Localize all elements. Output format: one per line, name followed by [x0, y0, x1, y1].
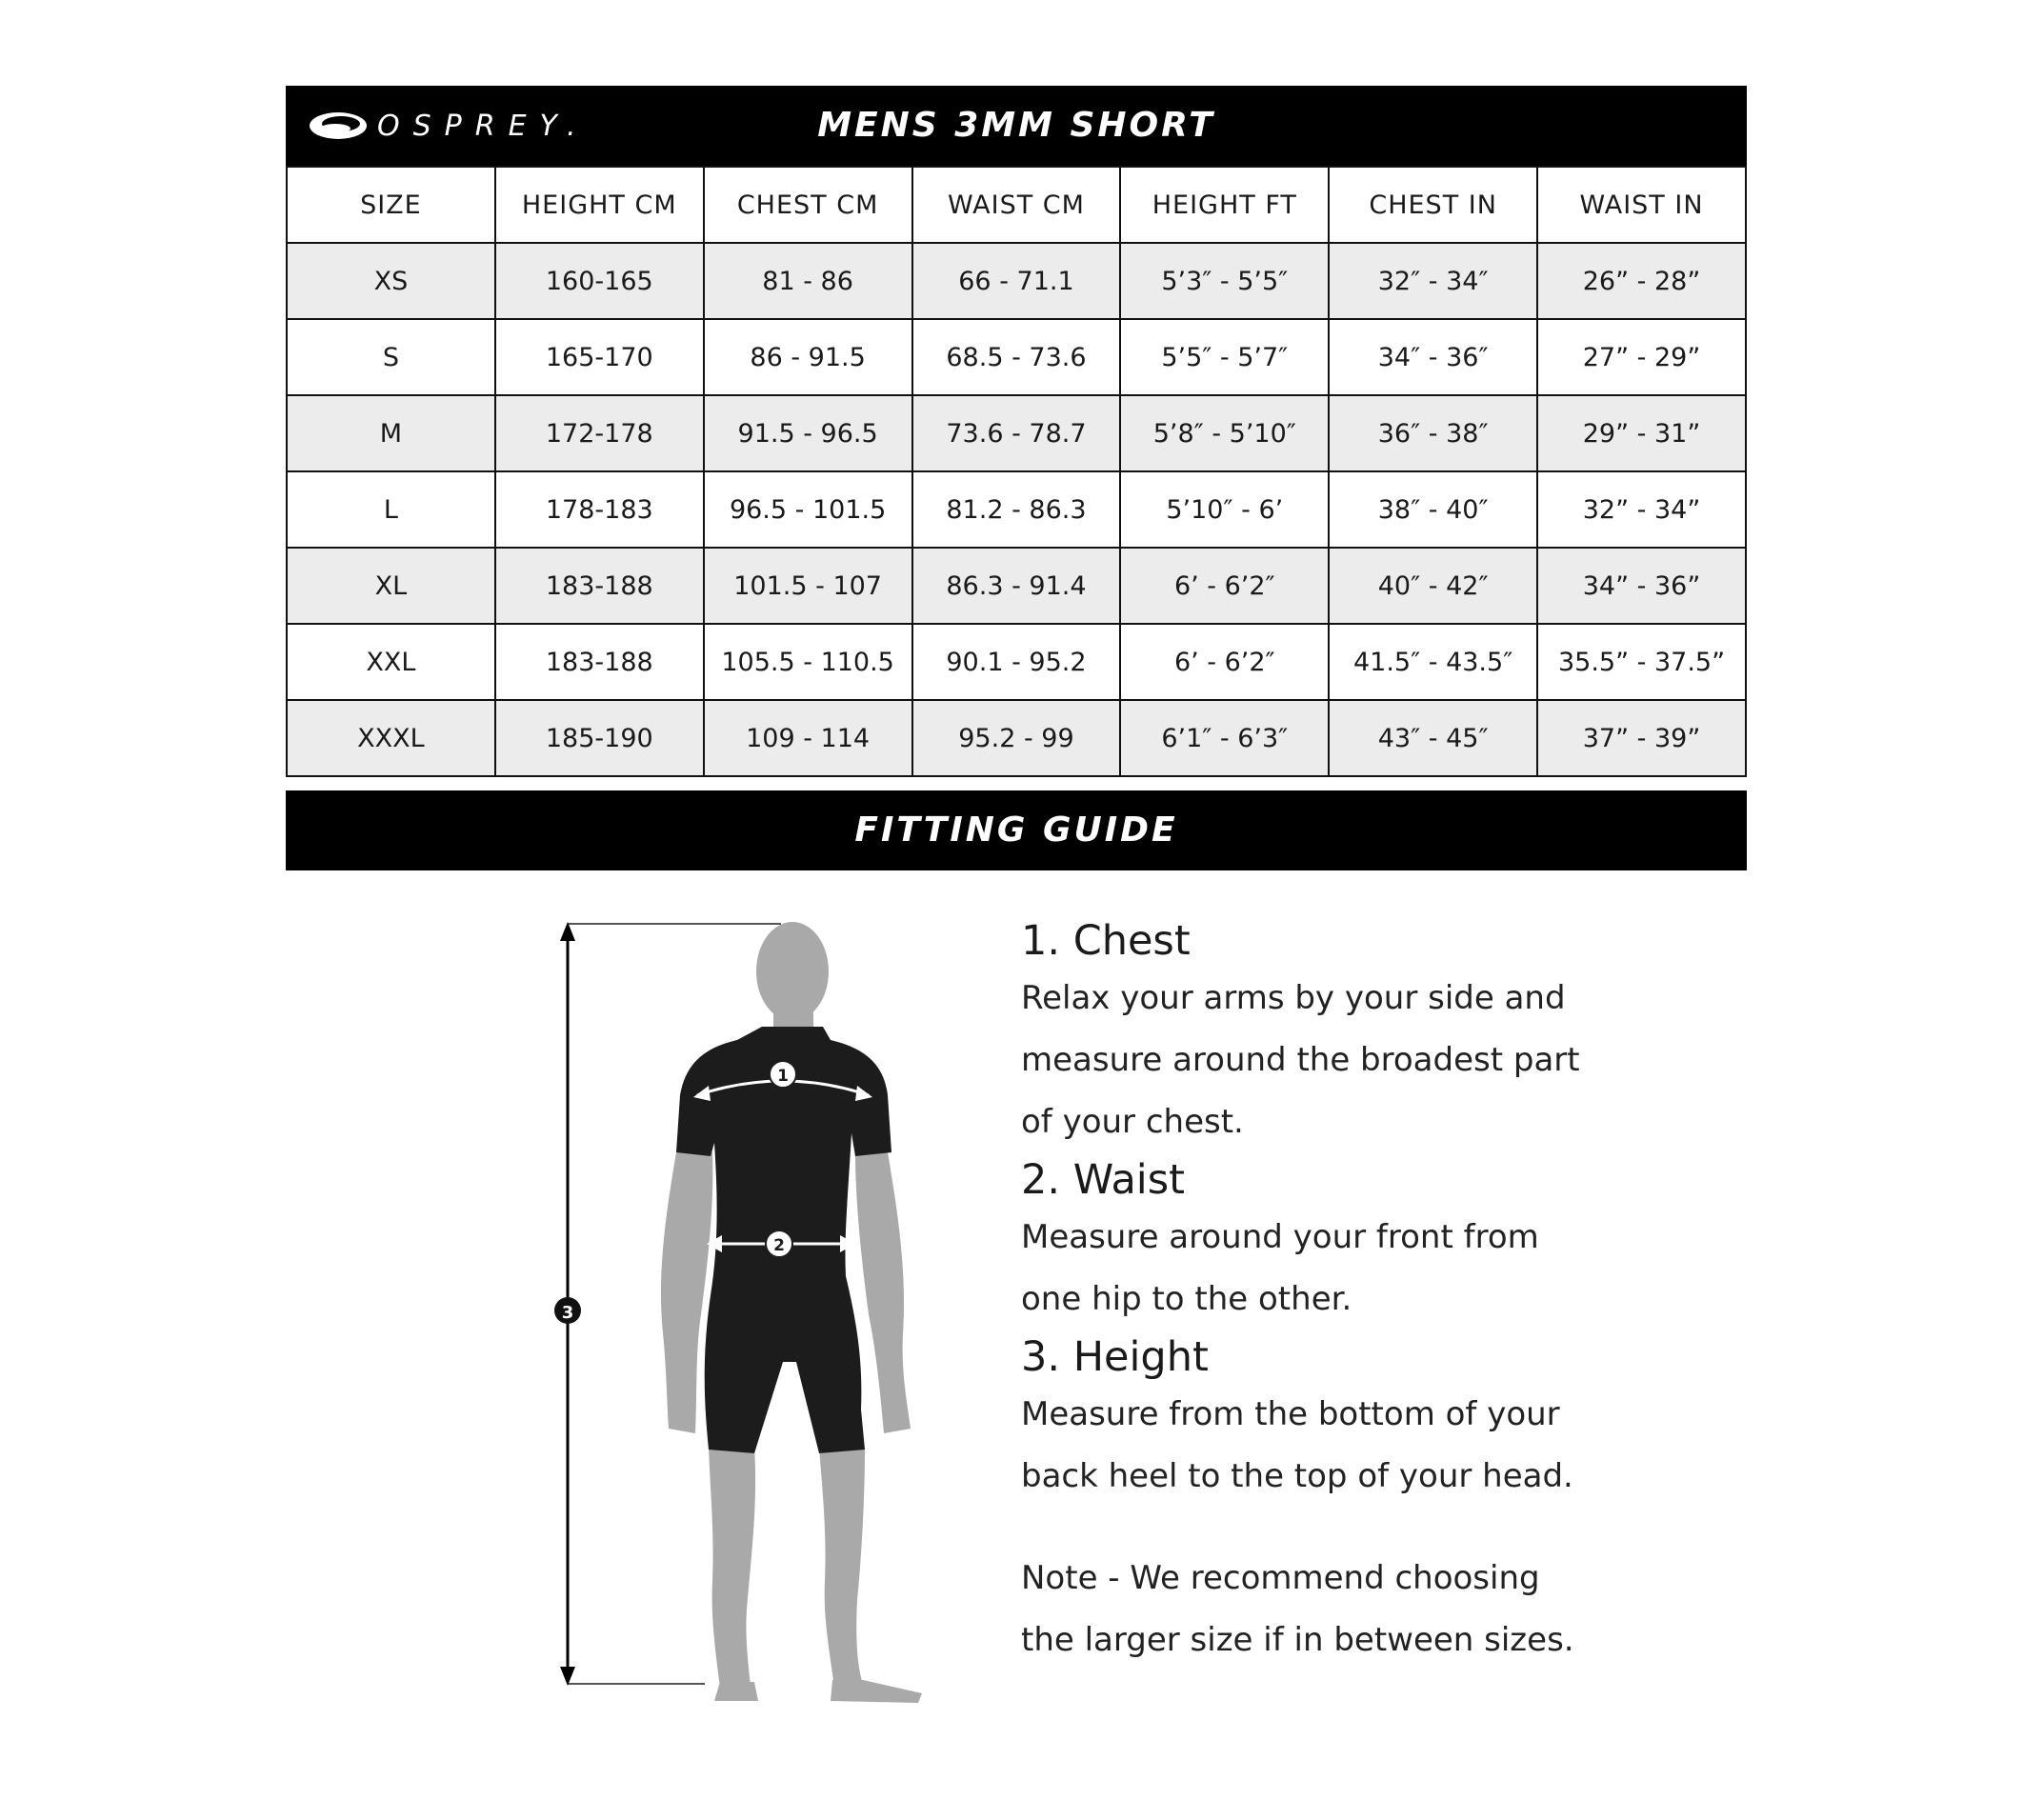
table-cell: 185-190 [495, 700, 704, 776]
right-leg [709, 1448, 755, 1688]
table-row [287, 548, 1746, 624]
column-header: WAIST IN [1537, 167, 1746, 243]
table-cell: 172-178 [495, 395, 704, 471]
table-cell: 90.1 - 95.2 [912, 624, 1121, 700]
waist-arrow-right-icon [840, 1235, 855, 1252]
table-cell: 66 - 71.1 [912, 243, 1121, 319]
table-cell: 95.2 - 99 [912, 700, 1121, 776]
table-cell: 109 - 114 [704, 700, 912, 776]
svg-text:3: 3 [561, 1303, 574, 1323]
table-cell: 5’3″ - 5’5″ [1120, 243, 1329, 319]
column-header: CHEST CM [704, 167, 912, 243]
marker-1 [770, 1061, 796, 1088]
height-line: back heel to the top of your head. [1021, 1457, 1573, 1495]
body-measurement-figure [533, 914, 952, 1714]
table-header-row [287, 167, 1746, 243]
fitting-guide-bar [286, 790, 1747, 870]
table-row [287, 471, 1746, 548]
left-leg [819, 1448, 865, 1688]
size-cell: M [287, 395, 495, 471]
size-table [286, 166, 1747, 777]
table-cell: 91.5 - 96.5 [704, 395, 912, 471]
size-cell: L [287, 471, 495, 548]
table-cell: 26” - 28” [1537, 243, 1746, 319]
table-cell: 32” - 34” [1537, 471, 1746, 548]
right-foot [714, 1682, 758, 1701]
size-chart [286, 86, 1747, 777]
column-header: CHEST IN [1329, 167, 1537, 243]
table-cell: 5’8″ - 5’10″ [1120, 395, 1329, 471]
size-cell: XXXL [287, 700, 495, 776]
column-header: HEIGHT FT [1120, 167, 1329, 243]
table-cell: 40″ - 42″ [1329, 548, 1537, 624]
chart-header-bar [286, 86, 1747, 166]
fitting-instructions [1021, 914, 1688, 1671]
table-cell: 6’1″ - 6’3″ [1120, 700, 1329, 776]
fitting-guide-title: FITTING GUIDE [854, 810, 1178, 850]
chest-line: measure around the broadest part [1021, 1041, 1580, 1079]
table-cell: 5’10″ - 6’ [1120, 471, 1329, 548]
chart-title: MENS 3MM SHORT [817, 106, 1215, 145]
marker-3 [554, 1297, 581, 1324]
table-row [287, 243, 1746, 319]
height-line: Measure from the bottom of your [1021, 1395, 1560, 1433]
table-cell: 6’ - 6’2″ [1120, 548, 1329, 624]
column-header: HEIGHT CM [495, 167, 704, 243]
size-cell: XL [287, 548, 495, 624]
height-heading: 3. Height [1021, 1333, 1209, 1381]
table-cell: 183-188 [495, 548, 704, 624]
marker-2 [766, 1230, 792, 1257]
table-cell: 27” - 29” [1537, 319, 1746, 395]
left-arm [855, 1152, 911, 1433]
table-cell: 96.5 - 101.5 [704, 471, 912, 548]
table-cell: 29” - 31” [1537, 395, 1746, 471]
table-cell: 105.5 - 110.5 [704, 624, 912, 700]
column-header: SIZE [287, 167, 495, 243]
table-row [287, 319, 1746, 395]
table-cell: 43″ - 45″ [1329, 700, 1537, 776]
table-cell: 165-170 [495, 319, 704, 395]
table-cell: 101.5 - 107 [704, 548, 912, 624]
table-cell: 86 - 91.5 [704, 319, 912, 395]
table-cell: 68.5 - 73.6 [912, 319, 1121, 395]
table-cell: 5’5″ - 5’7″ [1120, 319, 1329, 395]
table-cell: 32″ - 34″ [1329, 243, 1537, 319]
chest-line: of your chest. [1021, 1103, 1244, 1141]
table-row [287, 395, 1746, 471]
note-line: the larger size if in between sizes. [1021, 1621, 1574, 1659]
waist-line: Measure around your front from [1021, 1218, 1539, 1256]
table-cell: 73.6 - 78.7 [912, 395, 1121, 471]
note-line: Note - We recommend choosing [1021, 1559, 1540, 1597]
table-cell: 6’ - 6’2″ [1120, 624, 1329, 700]
table-cell: 35.5” - 37.5” [1537, 624, 1746, 700]
left-foot [831, 1680, 922, 1703]
table-cell: 86.3 - 91.4 [912, 548, 1121, 624]
table-cell: 81 - 86 [704, 243, 912, 319]
svg-text:1: 1 [777, 1067, 789, 1086]
svg-text:2: 2 [773, 1236, 785, 1255]
chest-heading: 1. Chest [1021, 917, 1191, 965]
brand-name: OSPREY. [377, 109, 590, 143]
table-cell: 183-188 [495, 624, 704, 700]
table-cell: 37” - 39” [1537, 700, 1746, 776]
table-cell: 34” - 36” [1537, 548, 1746, 624]
chest-line: Relax your arms by your side and [1021, 979, 1566, 1017]
wetsuit-figure-illustration [533, 914, 952, 1714]
table-row [287, 700, 1746, 776]
table-cell: 36″ - 38″ [1329, 395, 1537, 471]
table-row [287, 624, 1746, 700]
table-cell: 160-165 [495, 243, 704, 319]
table-cell: 81.2 - 86.3 [912, 471, 1121, 548]
waist-heading: 2. Waist [1021, 1156, 1186, 1204]
size-cell: XS [287, 243, 495, 319]
column-header: WAIST CM [912, 167, 1121, 243]
size-cell: S [287, 319, 495, 395]
table-cell: 38″ - 40″ [1329, 471, 1537, 548]
table-cell: 178-183 [495, 471, 704, 548]
table-cell: 34″ - 36″ [1329, 319, 1537, 395]
waist-line: one hip to the other. [1021, 1280, 1352, 1318]
size-cell: XXL [287, 624, 495, 700]
table-cell: 41.5″ - 43.5″ [1329, 624, 1537, 700]
